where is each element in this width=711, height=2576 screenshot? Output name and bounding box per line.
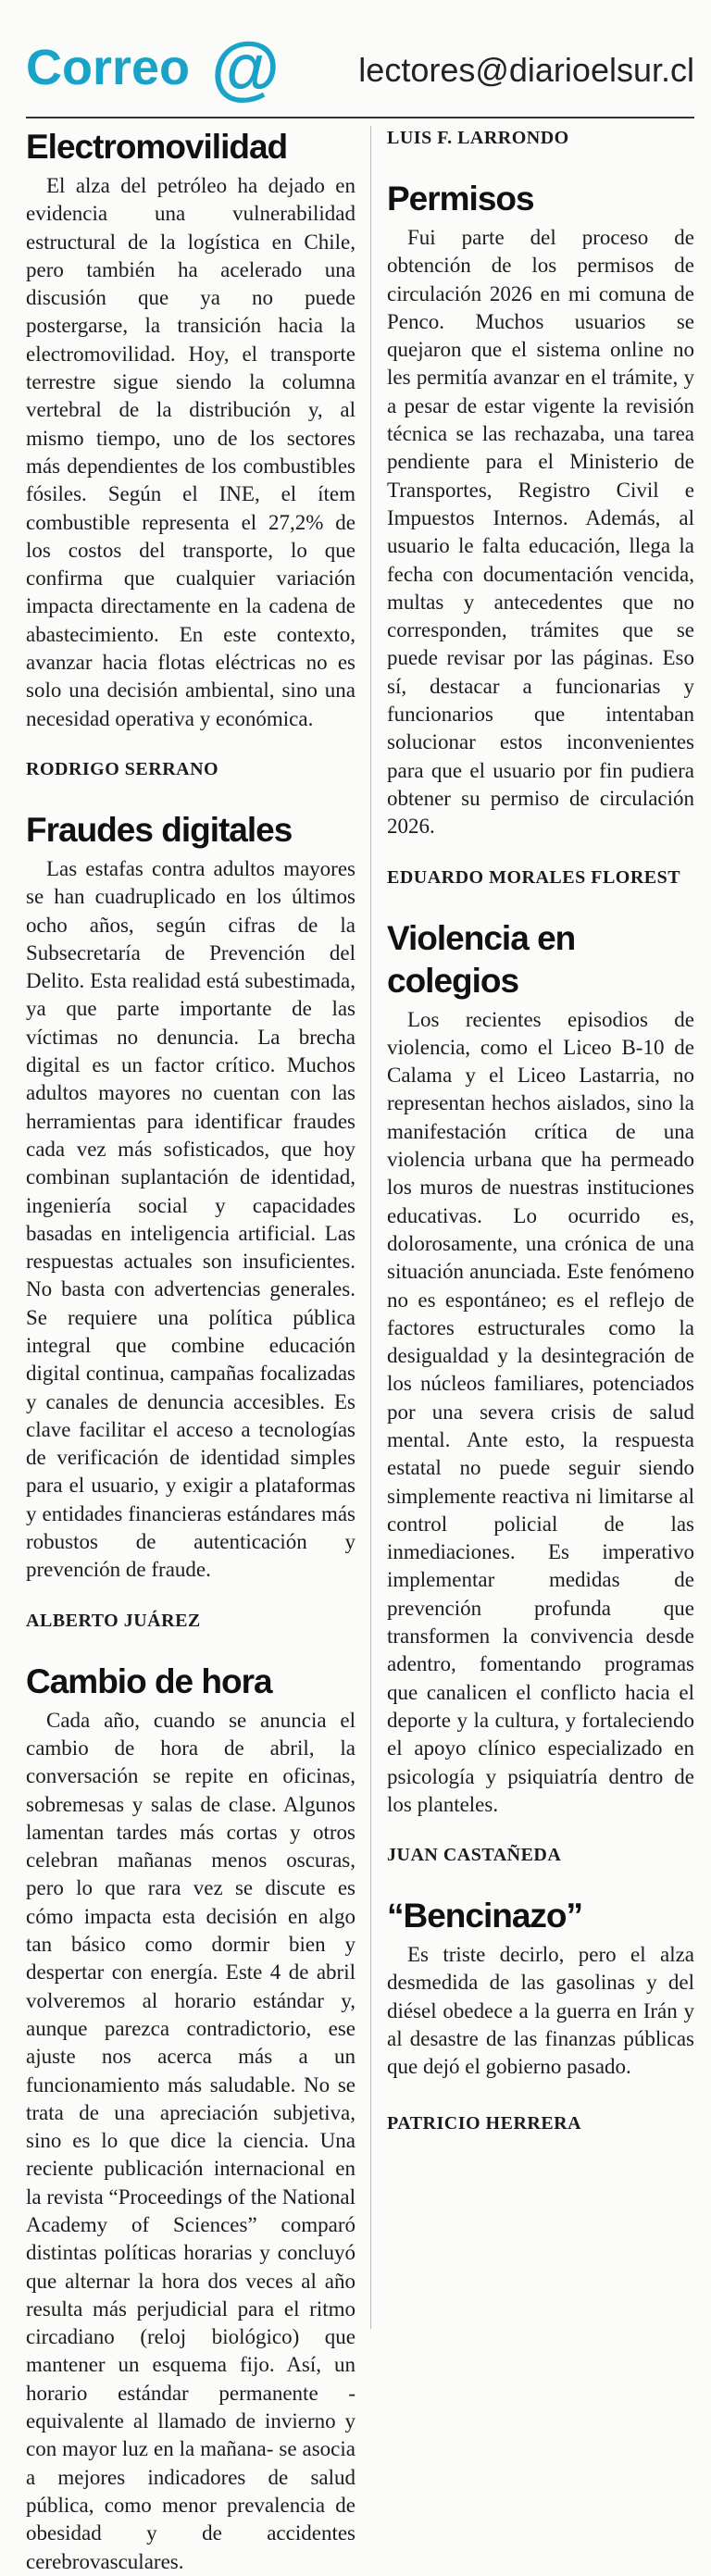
letter-headline: Electromovilidad: [26, 128, 288, 166]
letter-headline: Fraudes digitales: [26, 810, 293, 849]
letter-author: EDUARDO MORALES FLOREST: [387, 866, 681, 888]
letter-headline: “Bencinazo”: [387, 1897, 583, 1935]
letter-author: JUAN CASTAÑEDA: [387, 1845, 562, 1866]
letter-body: Fui parte del proceso de obtención de los permisos de circulación 2026 en mi comuna de Penco. Muchos usuarios se quejaron que el sistema online no les permitía avanzar en el trámite, y a pesar de estar vigente la revisión técnica se las rechazaba, una tarea pendiente para el Ministerio de Transportes, Registro Civil e Impuestos Internos. Además, al usuario le falta educación, llega la fecha con documentación vencida, multas y antecedentes que no corresponden, trámites que se puede revisar por las páginas. Eso sí, destacar a funcionarias y funcionarios que intentaban solucionar estos inconvenientes para que el usuario por fin pudiera obtener su permiso de circulación 2026.: [387, 226, 694, 839]
letter-headline: Cambio de hora: [26, 1661, 272, 1700]
right-column: [387, 126, 694, 2373]
letter-author: PATRICIO HERRERA: [387, 2112, 582, 2134]
left-column: [26, 126, 356, 2573]
at-icon: @: [211, 29, 281, 107]
letter-headline: Violencia en colegios: [387, 918, 576, 1000]
letter-body: Los recientes episodios de violencia, como el Liceo B-10 de Calama y el Liceo Lastarria, no representan hechos aislados, sino la manifestación crítica de una violencia urbana que ha permeado los muros de nuestras instituciones educativas. Lo ocurrido es, dolorosamente, una crónica de una situación anunciada. Este fenómeno no es espontáneo; es el reflejo de factores estructurales como la desigualdad y la desintegración de los núcleos familiares, potenciados por una severa crisis de salud mental. Ante esto, la respuesta estatal no puede seguir siendo simplemente reactiva ni limitarse al control policial de las inmediaciones. Es imperativo implementar medidas de prevención profunda que transformen la convivencia desde adentro, fomentando programas que canalicen el conflicto hacia el deporte y la cultura, y fortaleciendo el apoyo clínico especializado en psicología y psiquiatría dentro de los planteles.: [387, 1007, 694, 1816]
letter-body: El alza del petróleo ha dejado en evidencia una vulnerabilidad estructural de la logística en Chile, pero también ha acelerado una discusión que ya no puede postergarse, la transición hacia la electromovilidad. Hoy, el transporte terrestre sigue siendo la columna vertebral de la distribución y, al mismo tiempo, uno de los sectores más dependientes de los combustibles fósiles. Según el INE, el ítem combustible representa el 27,2% de los costos del transporte, lo que confirma que cualquier variación impacta directamente en la cadena de abastecimiento. En este contexto, avanzar hacia flotas eléctricas no es solo una decisión ambiental, sino una necesidad operativa y económica.: [26, 174, 356, 730]
letter-author: ALBERTO JUÁREZ: [26, 1610, 201, 1631]
letter-body: Es triste decirlo, pero el alza desmedida de las gasolinas y del diésel obedece a la guerra en Irán y al desastre de las finanzas públicas que dejó el gobierno pasado.: [387, 1943, 694, 2079]
contact-email[interactable]: lectores@diarioelsur.cl: [358, 51, 694, 89]
letter-headline: Permisos: [387, 180, 534, 218]
page-header: [26, 29, 694, 115]
section-title: Correo: [26, 40, 191, 95]
letter-author: LUIS F. LARRONDO: [387, 128, 569, 148]
column-divider: [370, 126, 371, 2329]
letter-author: RODRIGO SERRANO: [26, 758, 219, 779]
header-divider: [26, 117, 694, 118]
letter-body: Las estafas contra adultos mayores se han cuadruplicado en los últimos ocho años, según cifras de la Subsecretaría de Prevención del Delito. Esta realidad está subestimada, ya que parte importante de las víctimas no denuncia. La brecha digital es un factor crítico. Muchos adultos mayores no cuentan con las herramientas para identificar fraudes cada vez más sofisticados, que hoy combinan suplantación de identidad, ingeniería social y capacidades basadas en inteligencia artificial. Las respuestas actuales son insuficientes. No basta con advertencias generales. Se requiere una política pública integral que combine educación digital continua, campañas focalizadas y canales de denuncia accesibles. Es clave facilitar el acceso a tecnologías de verificación de identidad simples para el usuario, y exigir a plataformas y entidades financieras estándares más robustos de autenticación y prevención de fraude.: [26, 856, 356, 1582]
letter-body: Cada año, cuando se anuncia el cambio de hora de abril, la conversación se repite en oficinas, sobremesas y salas de clase. Algunos lamentan tardes más cortas y otros celebran mañanas menos oscuras, pero lo que rara vez se discute es cómo impacta esta decisión en algo tan básico como dormir bien y despertar con energía. Este 4 de abril volveremos al horario estándar y, aunque parezca contradictorio, ese ajuste nos acerca más a un funcionamiento más saludable. No se trata de una apreciación subjetiva, sino es lo que dice la ciencia. Una reciente publicación internacional en la revista “Proceedings of the National Academy of Sciences” comparó distintas políticas horarias y concluyó que alternar la hora dos veces al año resulta más perjudicial para el ritmo circadiano (reloj biológico) que mantener un esquema fijo. Así, un horario estándar permanente -equivalente al llamado de invierno y con mayor luz en la mañana- se asocia a mejores indicadores de salud pública, como menor prevalencia de obesidad y de accidentes cerebrovasculares.: [26, 1708, 356, 2573]
